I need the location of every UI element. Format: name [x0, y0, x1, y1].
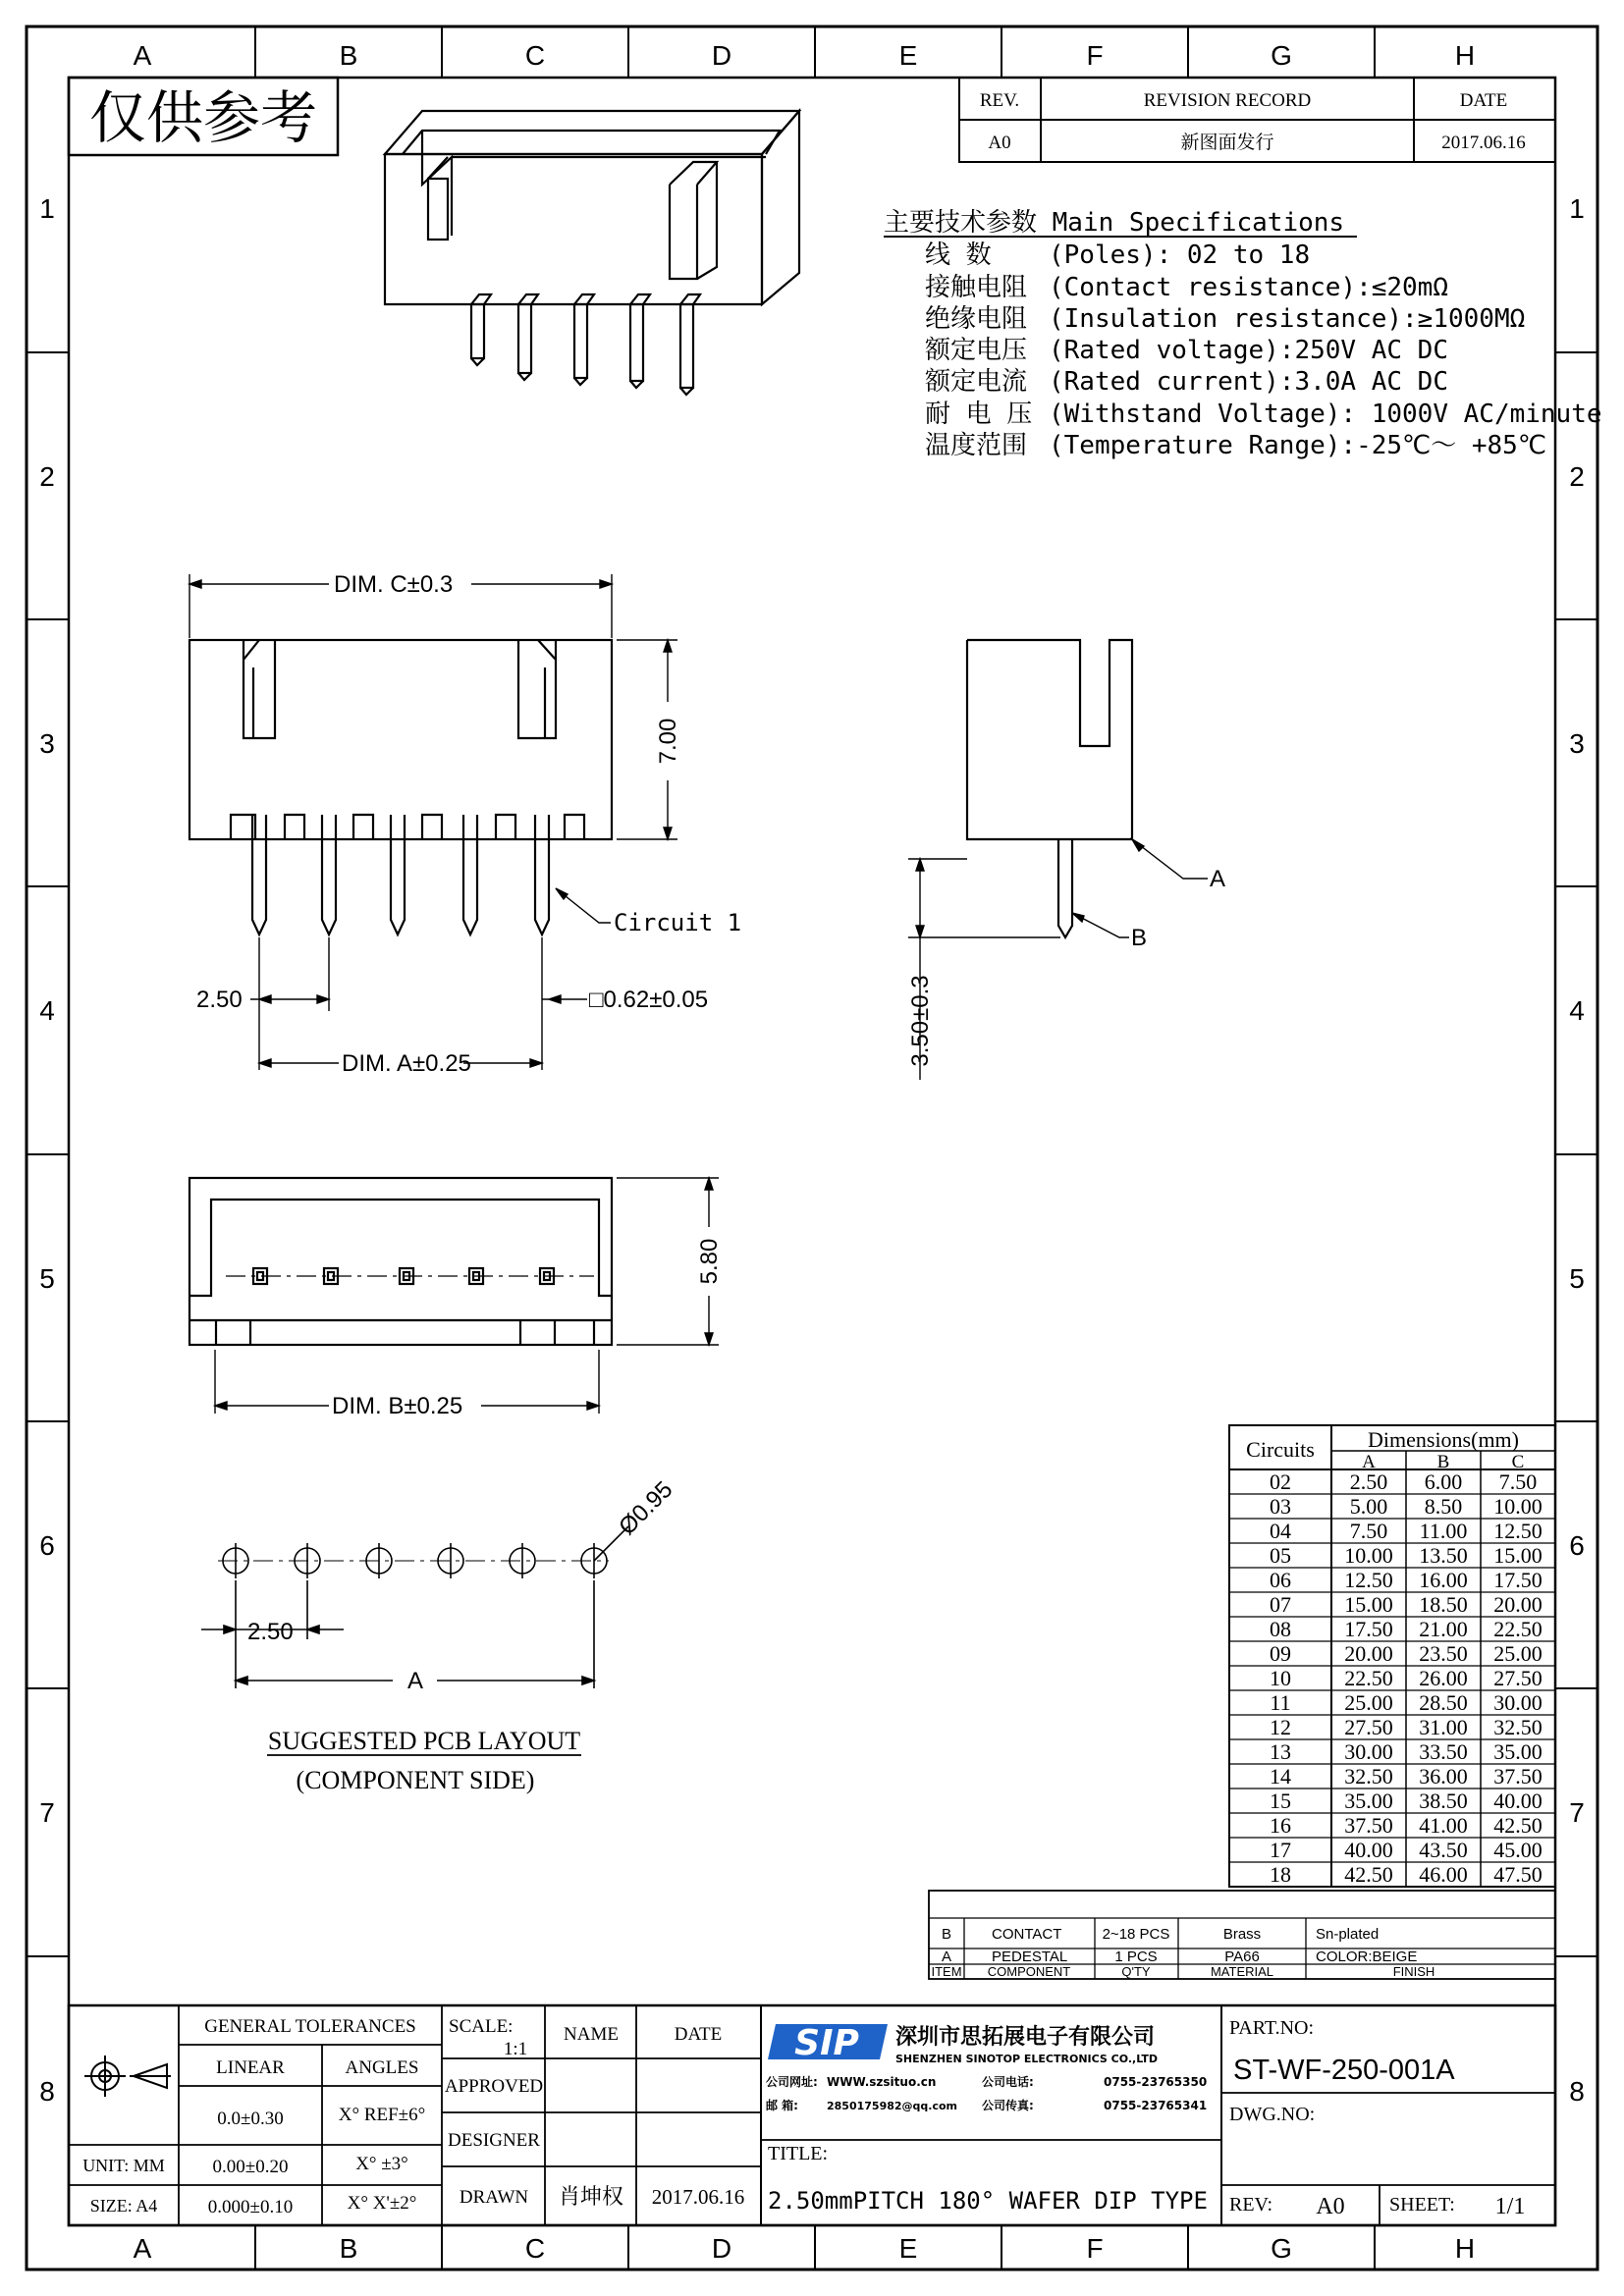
table-cell-dimension: 42.50 — [1344, 1862, 1393, 1887]
table-cell-circuits: 05 — [1270, 1543, 1291, 1568]
row-label-left: 5 — [39, 1263, 55, 1294]
spec-en: (Temperature Range):-25℃～ +85℃ — [1049, 431, 1547, 460]
approved-label: APPROVED — [444, 2076, 544, 2097]
front-pins — [252, 815, 549, 934]
revision-record-header: REVISION RECORD — [1143, 90, 1312, 111]
table-cell-dimension: 20.00 — [1344, 1641, 1393, 1666]
table-cell-dimension: 32.50 — [1493, 1715, 1543, 1739]
angles-label: ANGLES — [345, 2057, 419, 2078]
spec-cn: 接触电阻 — [925, 273, 1028, 302]
bom-header-qty: Q'TY — [1121, 1964, 1151, 1979]
table-cell-dimension: 23.50 — [1419, 1641, 1468, 1666]
linear-tolerance: 0.000±0.10 — [207, 2197, 294, 2217]
table-cell-dimension: 22.50 — [1344, 1666, 1393, 1690]
table-sub-c: C — [1511, 1452, 1525, 1472]
table-cell-circuits: 12 — [1270, 1715, 1291, 1739]
table-cell-dimension: 20.00 — [1493, 1592, 1543, 1617]
table-cell-dimension: 38.50 — [1419, 1789, 1468, 1813]
table-cell-dimension: 30.00 — [1344, 1739, 1393, 1764]
spec-cn: 耐 电 压 — [925, 400, 1033, 429]
bom-item: B — [941, 1926, 952, 1943]
reference-stamp: 仅供参考 — [88, 86, 318, 150]
front-view — [189, 640, 612, 934]
col-label-top: B — [339, 40, 358, 71]
drawn-label: DRAWN — [459, 2187, 529, 2208]
table-cell-circuits: 15 — [1270, 1789, 1291, 1813]
side-view — [967, 640, 1132, 937]
table-cell-dimension: 12.50 — [1344, 1568, 1393, 1592]
table-cell-dimension: 2.50 — [1349, 1469, 1388, 1494]
logo-text: SIP — [794, 2023, 859, 2063]
bom-finish: Sn-plated — [1316, 1926, 1380, 1943]
designer-label: DESIGNER — [448, 2130, 540, 2151]
tel-label: 公司电话: — [982, 2075, 1034, 2089]
row-label-left: 2 — [39, 461, 55, 492]
unit-label: UNIT: MM — [82, 2156, 165, 2175]
table-cell-circuits: 07 — [1270, 1592, 1291, 1617]
table-cell-circuits: 10 — [1270, 1666, 1291, 1690]
row-label-left: 7 — [39, 1797, 55, 1828]
col-label-bottom: E — [898, 2233, 918, 2264]
table-cell-dimension: 15.00 — [1344, 1592, 1393, 1617]
row-label-right: 4 — [1569, 995, 1585, 1026]
name-header: NAME — [564, 2024, 619, 2045]
sheet-label: SHEET: — [1389, 2194, 1455, 2216]
fax-label: 公司传真: — [982, 2099, 1034, 2112]
dimension-table — [1229, 1425, 1555, 1887]
table-cell-dimension: 26.00 — [1419, 1666, 1468, 1690]
table-cell-dimension: 17.50 — [1344, 1617, 1393, 1641]
col-label-top: H — [1454, 40, 1476, 71]
table-cell-circuits: 04 — [1270, 1519, 1291, 1543]
pin-size-label: □0.62±0.05 — [589, 987, 709, 1013]
spec-en: (Contact resistance):≤20mΩ — [1049, 273, 1448, 302]
bom-qty: 1 PCS — [1114, 1949, 1158, 1965]
specifications — [884, 208, 1602, 460]
rev-value: A0 — [988, 133, 1011, 153]
table-cell-circuits: 18 — [1270, 1862, 1291, 1887]
bom-header-item: ITEM — [931, 1964, 962, 1979]
revision-block — [959, 78, 1555, 162]
row-label-right: 1 — [1569, 193, 1585, 224]
table-cell-dimension: 31.00 — [1419, 1715, 1468, 1739]
bom-qty: 2~18 PCS — [1102, 1926, 1170, 1943]
third-angle-projection-icon — [84, 2056, 171, 2097]
table-header-dimensions: Dimensions(mm) — [1368, 1427, 1519, 1452]
tel-value: 0755-23765350 — [1104, 2075, 1208, 2089]
title-label: TITLE: — [768, 2143, 829, 2164]
hole-diameter-label: Ø0.95 — [614, 1475, 678, 1541]
table-cell-dimension: 22.50 — [1493, 1617, 1543, 1641]
table-cell-dimension: 28.50 — [1419, 1690, 1468, 1715]
col-label-bottom: A — [133, 2233, 152, 2264]
web-label: 公司网址: — [766, 2075, 818, 2089]
angle-tolerance: X° ±3° — [355, 2154, 408, 2174]
company-name-cn: 深圳市思拓展电子有限公司 — [895, 2025, 1156, 2050]
sheet-value: 1/1 — [1494, 2194, 1526, 2219]
table-cell-dimension: 37.50 — [1344, 1813, 1393, 1838]
table-cell-dimension: 45.00 — [1493, 1838, 1543, 1862]
col-label-bottom: B — [339, 2233, 358, 2264]
table-cell-dimension: 43.50 — [1419, 1838, 1468, 1862]
table-cell-dimension: 36.00 — [1419, 1764, 1468, 1789]
circuit-1-label: Circuit 1 — [614, 909, 742, 936]
table-cell-dimension: 10.00 — [1344, 1543, 1393, 1568]
col-label-top: D — [711, 40, 732, 71]
row-label-left: 1 — [39, 193, 55, 224]
pointer-a-label: A — [1210, 866, 1226, 892]
spec-en: (Insulation resistance):≥1000MΩ — [1049, 304, 1526, 334]
size-label: SIZE: A4 — [89, 2196, 158, 2216]
company-name-en: SHENZHEN SINOTOP ELECTRONICS CO.,LTD — [895, 2053, 1159, 2065]
pitch-label: 2.50 — [196, 987, 243, 1013]
table-cell-dimension: 12.50 — [1493, 1519, 1543, 1543]
drawn-name: 肖坤权 — [558, 2184, 624, 2209]
table-cell-circuits: 13 — [1270, 1739, 1291, 1764]
dim-a-label: DIM. A±0.25 — [342, 1050, 471, 1077]
mail-label: 邮 箱: — [766, 2099, 798, 2112]
table-cell-dimension: 7.50 — [1498, 1469, 1538, 1494]
spec-en: (Rated voltage):250V AC DC — [1049, 336, 1448, 365]
table-cell-dimension: 33.50 — [1419, 1739, 1468, 1764]
row-label-left: 8 — [39, 2076, 55, 2107]
bom-component: PEDESTAL — [992, 1949, 1068, 1965]
col-label-top: C — [524, 40, 546, 71]
height-label: 7.00 — [655, 718, 681, 765]
table-cell-dimension: 35.00 — [1493, 1739, 1543, 1764]
dwg-number-label: DWG.NO: — [1229, 2104, 1316, 2125]
table-cell-dimension: 27.50 — [1344, 1715, 1393, 1739]
pointer-b-label: B — [1131, 925, 1148, 951]
dim-c-label: DIM. C±0.3 — [334, 571, 454, 598]
table-cell-circuits: 17 — [1270, 1838, 1291, 1862]
pin-length-label: 3.50±0.3 — [907, 975, 934, 1067]
table-cell-circuits: 03 — [1270, 1494, 1291, 1519]
row-label-right: 8 — [1569, 2076, 1585, 2107]
table-cell-dimension: 30.00 — [1493, 1690, 1543, 1715]
spec-cn: 温度范围 — [925, 431, 1028, 460]
part-number-label: PART.NO: — [1229, 2017, 1315, 2039]
spec-cn: 额定电流 — [925, 367, 1028, 397]
bom-finish: COLOR:BEIGE — [1316, 1949, 1418, 1965]
spec-en: (Poles): 02 to 18 — [1049, 240, 1311, 270]
scale-label: SCALE: — [449, 2016, 514, 2037]
col-label-top: E — [898, 40, 918, 71]
specs-title: 主要技术参数 Main Specifications — [884, 208, 1345, 238]
rev-label: REV: — [1229, 2194, 1273, 2216]
top-view — [189, 1178, 612, 1345]
table-cell-dimension: 21.00 — [1419, 1617, 1468, 1641]
row-label-right: 3 — [1569, 728, 1585, 759]
table-cell-dimension: 47.50 — [1493, 1862, 1543, 1887]
table-cell-dimension: 8.50 — [1424, 1494, 1463, 1519]
table-header-circuits: Circuits — [1246, 1437, 1315, 1462]
dim-b-label: DIM. B±0.25 — [332, 1393, 463, 1419]
table-cell-dimension: 40.00 — [1493, 1789, 1543, 1813]
top-dimensions — [215, 1178, 719, 1414]
col-label-top: A — [133, 40, 152, 71]
linear-tolerance: 0.00±0.20 — [212, 2157, 289, 2177]
spec-en: (Rated current):3.0A AC DC — [1049, 367, 1448, 397]
scale-value: 1:1 — [503, 2039, 528, 2059]
angle-tolerance: X° X'±2° — [347, 2193, 417, 2214]
table-cell-dimension: 27.50 — [1493, 1666, 1543, 1690]
pcb-pitch-label: 2.50 — [247, 1619, 294, 1645]
bom-table — [929, 1891, 1555, 1979]
bom-header-component: COMPONENT — [987, 1964, 1071, 1979]
rev-value: A0 — [1316, 2194, 1345, 2219]
drawn-date: 2017.06.16 — [651, 2185, 745, 2209]
table-cell-dimension: 11.00 — [1419, 1519, 1468, 1543]
angle-tolerance: X° REF±6° — [338, 2105, 426, 2125]
table-cell-dimension: 7.50 — [1349, 1519, 1388, 1543]
table-cell-circuits: 02 — [1270, 1469, 1291, 1494]
row-label-right: 5 — [1569, 1263, 1585, 1294]
isometric-view — [385, 111, 799, 395]
company-logo — [768, 2023, 888, 2063]
mail-value: 2850175982@qq.com — [827, 2100, 958, 2112]
col-label-bottom: D — [711, 2233, 732, 2264]
bom-material: PA66 — [1224, 1949, 1260, 1965]
table-cell-circuits: 11 — [1270, 1690, 1291, 1715]
table-cell-dimension: 18.50 — [1419, 1592, 1468, 1617]
row-label-left: 3 — [39, 728, 55, 759]
table-cell-circuits: 06 — [1270, 1568, 1291, 1592]
spec-cn: 线 数 — [925, 240, 992, 270]
table-cell-dimension: 35.00 — [1344, 1789, 1393, 1813]
col-label-top: F — [1086, 40, 1104, 71]
date-header: DATE — [674, 2024, 723, 2045]
spec-en: (Withstand Voltage): 1000V AC/minute — [1049, 400, 1602, 429]
col-label-bottom: G — [1271, 2233, 1292, 2264]
table-cell-dimension: 25.00 — [1344, 1690, 1393, 1715]
drawing-title: 2.50mmPITCH 180° WAFER DIP TYPE — [768, 2187, 1208, 2215]
linear-tolerance: 0.0±0.30 — [217, 2109, 284, 2129]
rev-header: REV. — [979, 90, 1020, 111]
web-value: WWW.szsituo.cn — [827, 2075, 937, 2089]
row-label-right: 7 — [1569, 1797, 1585, 1828]
depth-label: 5.80 — [696, 1238, 723, 1285]
iso-pins — [471, 294, 700, 395]
table-cell-dimension: 32.50 — [1344, 1764, 1393, 1789]
table-cell-dimension: 40.00 — [1344, 1838, 1393, 1862]
revision-date-value: 2017.06.16 — [1441, 133, 1526, 153]
col-label-top: G — [1271, 40, 1292, 71]
pcb-layout-title: SUGGESTED PCB LAYOUT — [267, 1727, 581, 1755]
bom-material: Brass — [1222, 1926, 1262, 1943]
bom-header-material: MATERIAL — [1210, 1964, 1274, 1979]
table-cell-dimension: 16.00 — [1419, 1568, 1468, 1592]
date-header: DATE — [1459, 90, 1508, 111]
spec-cn: 额定电压 — [925, 336, 1028, 365]
col-label-bottom: C — [524, 2233, 546, 2264]
bom-component: CONTACT — [992, 1926, 1062, 1943]
col-label-bottom: F — [1086, 2233, 1104, 2264]
table-cell-dimension: 42.50 — [1493, 1813, 1543, 1838]
table-cell-circuits: 08 — [1270, 1617, 1291, 1641]
table-cell-dimension: 5.00 — [1349, 1494, 1388, 1519]
table-cell-circuits: 09 — [1270, 1641, 1291, 1666]
fax-value: 0755-23765341 — [1104, 2099, 1208, 2112]
table-cell-dimension: 6.00 — [1424, 1469, 1463, 1494]
table-cell-dimension: 41.00 — [1419, 1813, 1468, 1838]
revision-record-value: 新图面发行 — [1180, 133, 1274, 153]
row-label-left: 6 — [39, 1530, 55, 1561]
table-cell-dimension: 15.00 — [1493, 1543, 1543, 1568]
table-cell-dimension: 37.50 — [1493, 1764, 1543, 1789]
general-tolerances-label: GENERAL TOLERANCES — [204, 2016, 416, 2037]
row-label-right: 6 — [1569, 1530, 1585, 1561]
table-sub-b: B — [1436, 1452, 1450, 1472]
linear-label: LINEAR — [216, 2057, 285, 2078]
table-cell-circuits: 16 — [1270, 1813, 1291, 1838]
spec-cn: 绝缘电阻 — [925, 304, 1028, 334]
pcb-layout-subtitle: (COMPONENT SIDE) — [296, 1766, 535, 1794]
pcb-a-label: A — [406, 1668, 424, 1694]
row-label-right: 2 — [1569, 461, 1585, 492]
part-number: ST-WF-250-001A — [1233, 2055, 1455, 2086]
table-cell-dimension: 13.50 — [1419, 1543, 1468, 1568]
table-cell-dimension: 25.00 — [1493, 1641, 1543, 1666]
table-cell-dimension: 10.00 — [1493, 1494, 1543, 1519]
table-sub-a: A — [1362, 1452, 1376, 1472]
col-label-bottom: H — [1454, 2233, 1476, 2264]
table-cell-circuits: 14 — [1270, 1764, 1291, 1789]
bom-header-finish: FINISH — [1392, 1964, 1435, 1979]
table-cell-dimension: 46.00 — [1419, 1862, 1468, 1887]
bom-item: A — [941, 1949, 952, 1965]
pcb-layout — [201, 1526, 628, 1688]
row-label-left: 4 — [39, 995, 55, 1026]
table-cell-dimension: 17.50 — [1493, 1568, 1543, 1592]
